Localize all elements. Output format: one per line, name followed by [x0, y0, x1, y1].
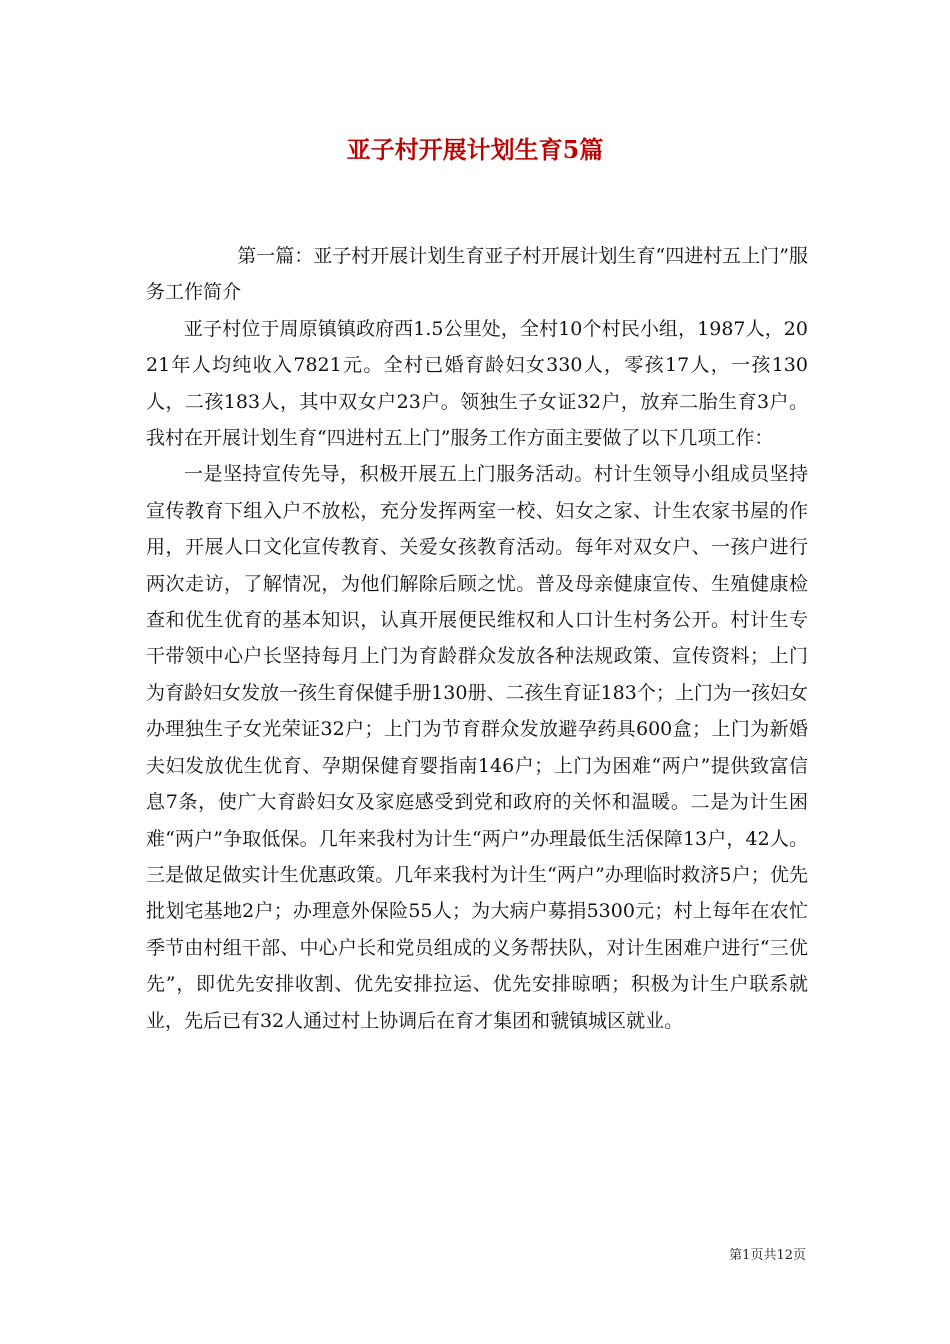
- intro-paragraph: 亚子村位于周原镇镇政府西1.5公里处，全村10个村民小组，1987人，2021年人均纯收入7821元。全村已婚育龄妇女330人，零孩17人，一孩130人，二孩183人，其中双女户23户。领独生子女证32户，放弃二胎生育3户。我村在开展计划生育“四进村五上门”服务工作方面主要做了以下几项工作：: [146, 317, 808, 450]
- section-heading-paragraph: 第一篇：亚子村开展计划生育亚子村开展计划生育“四进村五上门”服务工作简介: [146, 245, 808, 304]
- page-number: 第1页共12页: [729, 1248, 806, 1263]
- document-body: [146, 238, 808, 1039]
- work-details-paragraph: 一是坚持宣传先导，积极开展五上门服务活动。村计生领导小组成员坚持宣传教育下组入户不放松，充分发挥两室一校、妇女之家、计生农家书屋的作用，开展人口文化宣传教育、关爱女孩教育活动。每年对双女户、一孩户进行两次走访，了解情况，为他们解除后顾之忧。普及母亲健康宣传、生殖健康检查和优生优育的基本知识，认真开展便民维权和人口计生村务公开。村计生专干带领中心户长坚持每月上门为育龄群众发放各种法规政策、宣传资料；上门为育龄妇女发放一孩生育保健手册130册、二孩生育证183个；上门为一孩妇女办理独生子女光荣证32户；上门为节育群众发放避孕药具600盒；上门为新婚夫妇发放优生优育、孕期保健育婴指南146户；上门为困难“两户”提供致富信息7条，使广大育龄妇女及家庭感受到党和政府的关怀和温暖。二是为计生困难“两户”争取低保。几年来我村为计生“两户”办理最低生活保障13户，42人。三是做足做实计生优惠政策。几年来我村为计生“两户”办理临时救济5户；优先批划宅基地2户；办理意外保险55人；为大病户募捐5300元；村上每年在农忙季节由村组干部、中心户长和党员组成的义务帮扶队，对计生困难户进行“三优先”，即优先安排收割、优先安排拉运、优先安排晾晒；积极为计生户联系就业，先后已有32人通过村上协调后在育才集团和虢镇城区就业。: [146, 463, 808, 1032]
- document-title: 亚子村开展计划生育5篇: [346, 135, 604, 164]
